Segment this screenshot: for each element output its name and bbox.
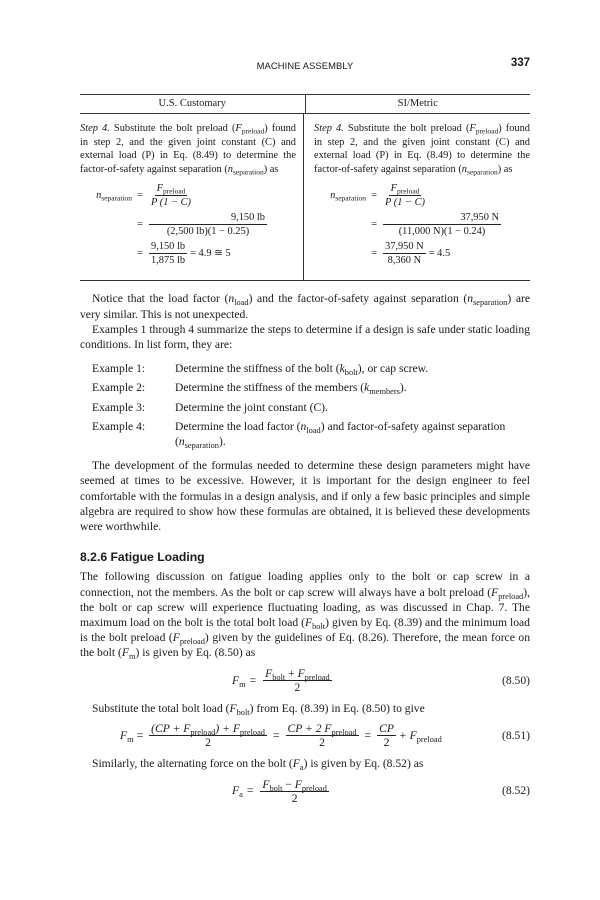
equation-8-52: $F_a$ = $\frac{F_{bolt} - F_{preload}}{2}$ (8.52) (232, 777, 530, 805)
equation-8-50: $F_m$ = $\frac{F_{bolt} + F_{preload}}{2}$ (8.50) (232, 667, 530, 695)
paragraph-substitute: Substitute the total bolt load $(F_{bolt})$ from Eq. (8.39) in Eq. (8.50) to give (92, 701, 425, 717)
si-eq-line-1: $n_{separation}$ = $\frac{F_{preload}}{P (1 - C)}$ (330, 183, 426, 209)
table-header (80, 95, 530, 114)
paragraph-fatigue: The following discussion on fatigue loading applies only to the bolt or cap screw in a connection, not the members. As the bolt or cap screw will always have a bolt preload $(F_{preload})$, the bolt or cap screw will experience fluctuating loading, as was discussed in Chap. 7. The maximum load on the bolt is the total bolt load $(F_{bolt})$ given by Eq. (8.39) and the minimum load is the bolt preload $(F_{preload})$ given by the guidelines of Eq. (8.26). Therefore, the mean force on the bolt $(F_m)$ is given by Eq. (8.50) as (80, 570, 530, 662)
us-step-text: Step 4. Substitute the bolt preload $(F_{preload})$ found in step 2, and the given joint constant (C) and external load (P) in Eq. (8.49) to determine the factor-of-safety against separation $(n_{separation})$ as (80, 123, 297, 177)
si-eq-line-2: = $\frac{37,950 N}{(11,000 N)(1 - 0.24)}$ (371, 212, 499, 238)
column-header-si: SI/Metric (397, 98, 438, 109)
column-header-us: U.S. Customary (80, 95, 306, 113)
us-eq-line-3: = $\frac{9,150 lb}{1,875 lb}$ = 4.9 ≅ 5 (137, 241, 231, 267)
equation-number: (8.50) (501, 674, 530, 688)
page-number: 337 (510, 57, 530, 69)
si-step-text: Step 4. Substitute the bolt preload $(F_{preload})$ found in step 2, and the given joint constant (C) and external load (P) in Eq. (8.49) to determine the factor-of-safety against separation $(n_{separation})$ as (314, 123, 531, 177)
equation-number: (8.52) (501, 784, 530, 798)
equation-8-51: $F_m$ = $\frac{(CP + F_{preload}) + F_{preload}}{2}$ = $\frac{CP + 2 F_{preload}}{2}$ = $\frac{CP}{2}$ + $F_{preload}$ (8.51) (120, 722, 530, 750)
list-item: Example 4: Determine the load factor $(n_{load})$ and factor-of-safety against separation $(n_{separation})$. (92, 419, 506, 450)
si-eq-line-3: = $\frac{37,950 N}{8,360 N}$ = 4.5 (371, 241, 451, 267)
example-table (80, 94, 530, 281)
si-column (304, 114, 530, 280)
list-item: Example 3: Determine the joint constant (C). (92, 400, 328, 414)
paragraph-examples-intro: Examples 1 through 4 summarize the steps to determine if a design is safe under static loading conditions. In list form, they are: (80, 322, 530, 351)
examples-list (92, 361, 530, 449)
section-heading: 8.2.6 Fatigue Loading (80, 550, 205, 565)
paragraph-development: The development of the formulas needed to determine these design parameters might have seemed at times to be excessive. However, it is important for the design engineer to feel comfortable with the formulas in a design analysis, and if only a few basic principles and simple algebra are required to show how these formulas are obtained, it is believed these developments were worthwhile. (80, 459, 530, 534)
paragraph-notice: Notice that the load factor $(n_{load})$ and the factor-of-safety against separation $(n_{separation})$ are very similar. This is not unexpected. (80, 292, 530, 321)
page (80, 56, 530, 811)
list-item: Example 2: Determine the stiffness of the members $(k_{members})$. (92, 381, 407, 397)
list-item: Example 1: Determine the stiffness of the bolt $(k_{bolt})$, or cap screw. (92, 362, 429, 378)
us-column (80, 114, 304, 280)
header-title: MACHINE ASSEMBLY (256, 60, 354, 71)
paragraph-alternating: Similarly, the alternating force on the bolt $(F_a)$ is given by Eq. (8.52) as (92, 756, 424, 772)
running-header (80, 56, 530, 74)
us-eq-line-2: = $\frac{9,150 lb}{(2,500 lb)(1 - 0.25)}$ (137, 212, 265, 238)
equation-number: (8.51) (501, 729, 530, 743)
us-eq-line-1: $n_{separation}$ = $\frac{F_{preload}}{P (1 - C)}$ (96, 183, 192, 209)
